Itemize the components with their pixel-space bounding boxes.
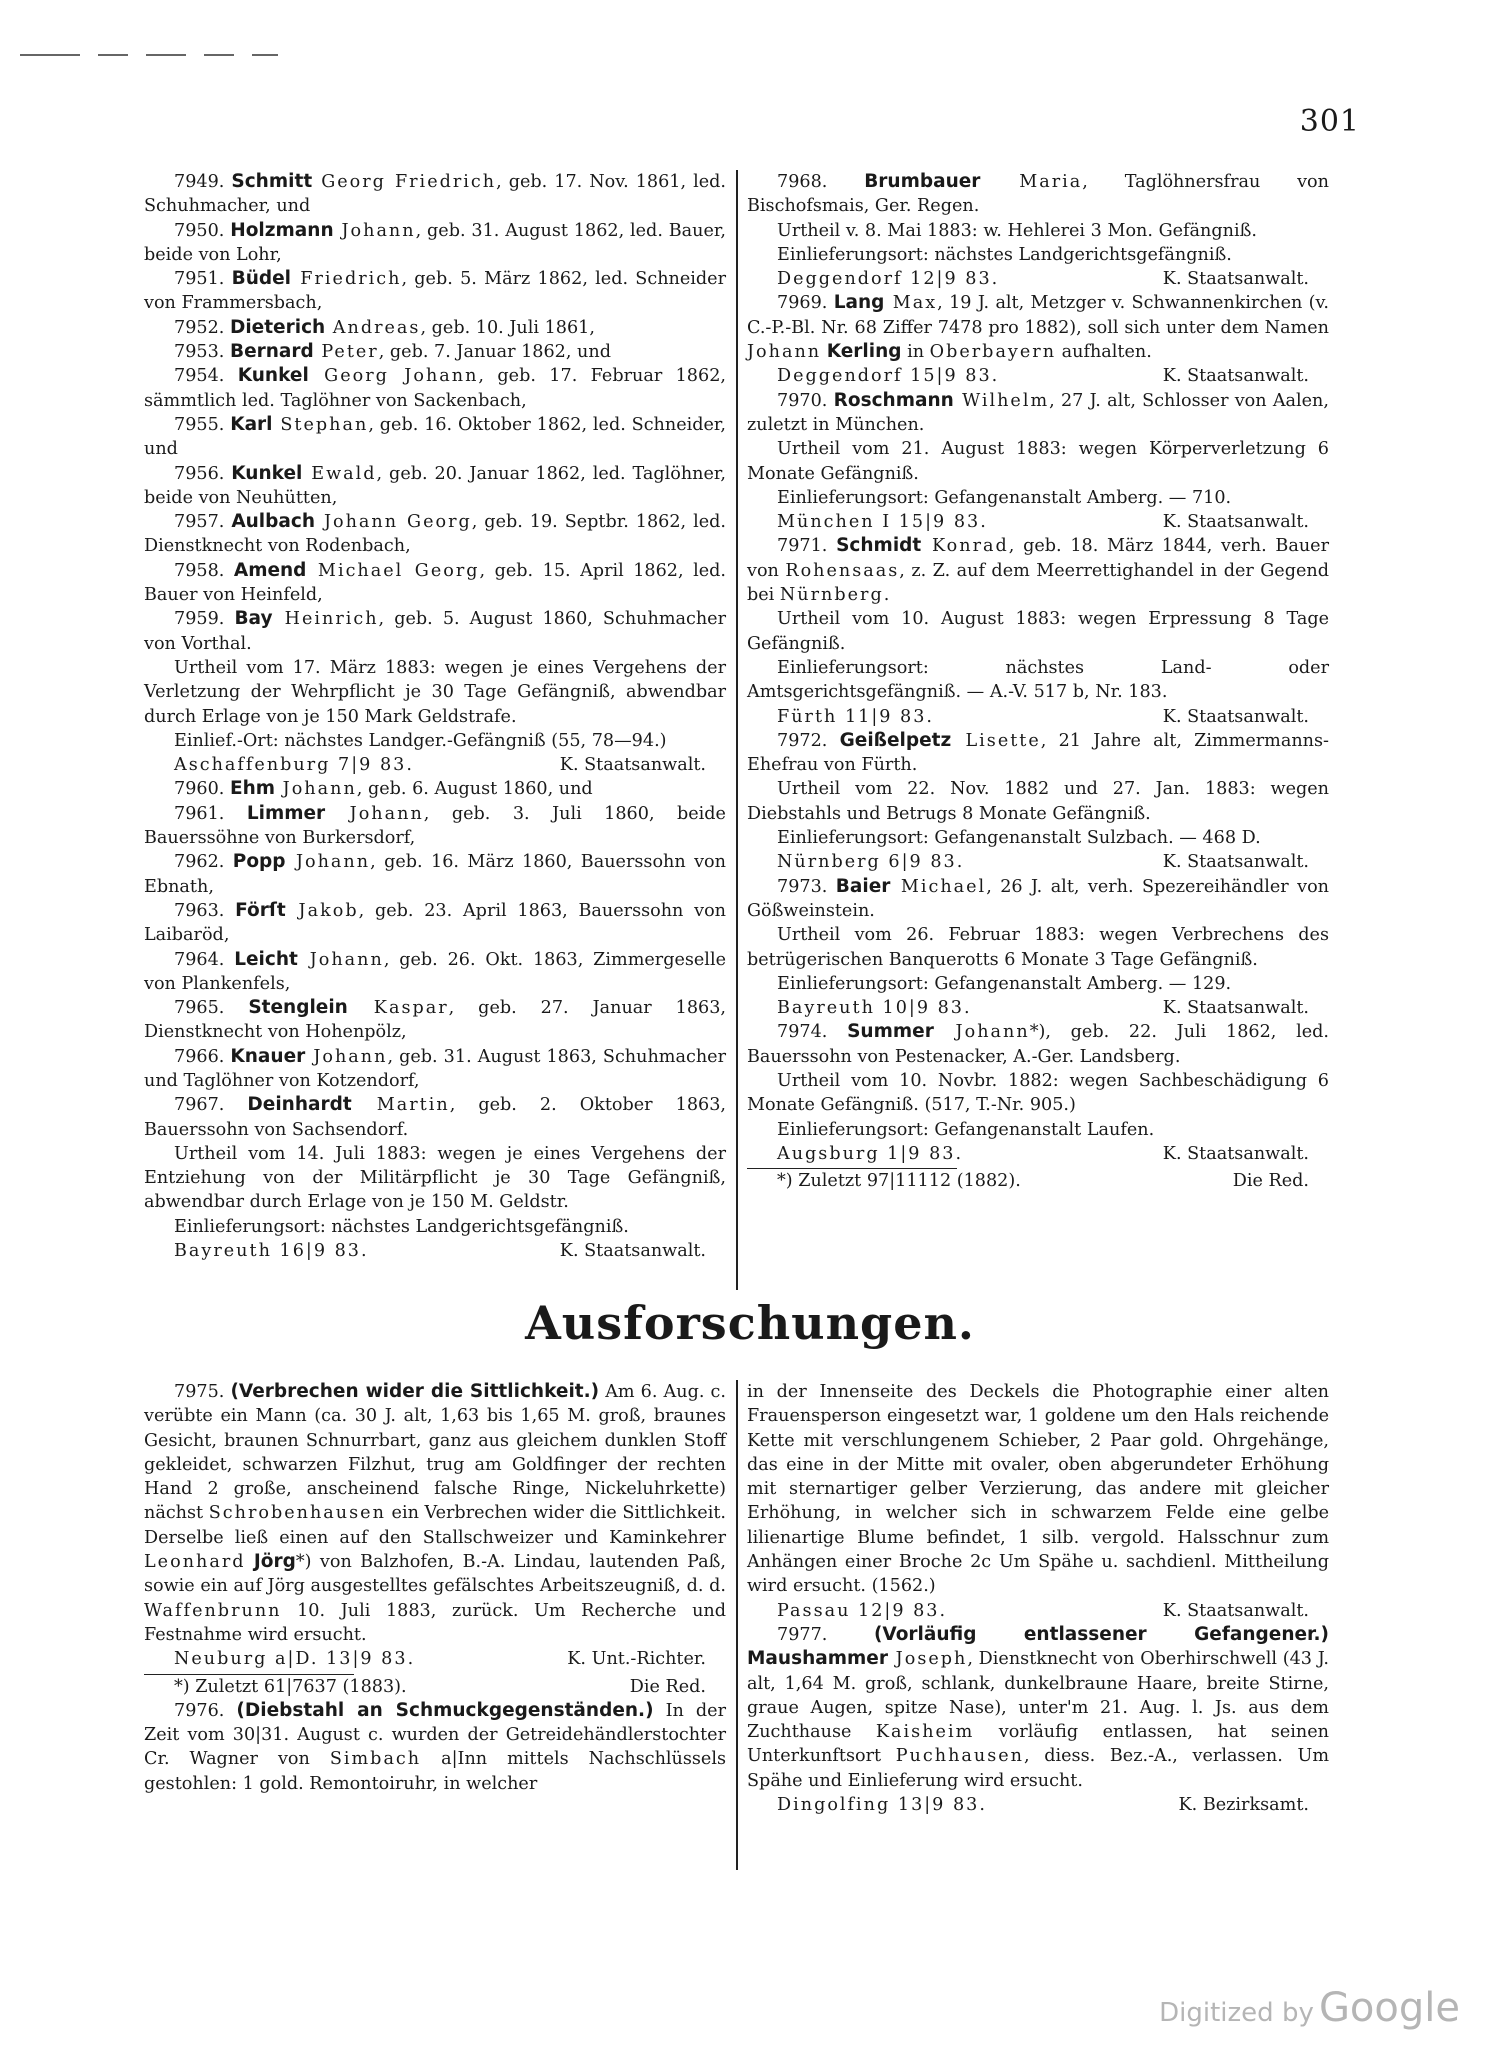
entry-name: Stenglein: [248, 997, 348, 1019]
place-date: Bayreuth 16|9 83.: [174, 1241, 369, 1262]
place-date: Augsburg 1|9 83.: [777, 1143, 964, 1164]
spaced-text: Heinrich: [272, 609, 379, 630]
entry-text: , geb. 10. Juli 1861,: [420, 317, 595, 338]
entry-text: , geb. 5. August 1860, Schuhmacher von Vorthal.: [144, 609, 727, 654]
entry-paragraph: [747, 1118, 1329, 1142]
signature-line: [747, 850, 1329, 874]
entry-text: 7957.: [174, 512, 232, 533]
entry-name: Karl: [230, 413, 273, 435]
entry-name: Geißelpetz: [839, 729, 952, 751]
entry-paragraph: [144, 316, 726, 340]
entry-text: , geb. 17. Nov. 1861, led. Schuhmacher, und: [144, 172, 726, 217]
digitized-watermark: [1159, 1985, 1460, 2031]
entry-name: Schmitt: [231, 171, 313, 192]
entry-text: , geb. 6. August 1860, und: [356, 779, 593, 800]
place-date: Nürnberg 6|9 83.: [777, 852, 965, 873]
entry-text: Einlieferungsort: Gefangenanstalt Amberg. — 129.: [777, 973, 1232, 994]
entry-name: Bay: [234, 608, 273, 630]
entry-text: Einlieferungsort: Gefangenanstalt Sulzbach. — 468 D.: [777, 828, 1261, 849]
entry-text: 7972.: [777, 730, 840, 751]
entry-text: 7965.: [174, 998, 249, 1019]
scan-smudge: [20, 44, 380, 48]
spaced-text: Nürnberg: [779, 585, 884, 606]
signature-line: [747, 996, 1329, 1020]
entry-text: 7950.: [174, 220, 231, 241]
footnote-text: *) Zuletzt 61|7637 (1883).: [174, 1676, 407, 1697]
entry-name: Kunkel: [231, 462, 303, 484]
entry-text: a|Inn mittels Nachschlüssels gestohlen: 1 gold. Remontoiruhr, in welcher: [144, 1749, 726, 1794]
entry-paragraph: [144, 607, 726, 656]
entry-paragraph: [144, 729, 726, 753]
entry-name: Dieterich: [229, 316, 326, 338]
entry-text: , geb. 31. August 1863, Schuhmacher und Taglöhner von Kotzendorf,: [144, 1046, 726, 1091]
spaced-text: Leonhard: [144, 1552, 246, 1573]
entry-text: , geb. 31. August 1862, led. Bauer, beide von Lohr,: [144, 220, 726, 265]
entry-name: Kunkel: [237, 365, 309, 387]
entry-name: (Vorläufig entlassener Gefangener.): [873, 1623, 1329, 1645]
entry-text: 7962.: [174, 852, 233, 873]
signing-authority: K. Staatsanwalt.: [559, 1241, 706, 1262]
signature-line: [144, 1647, 726, 1671]
spaced-text: Johann Georg: [315, 512, 472, 533]
footnote-text: *) Zuletzt 97|11112 (1882).: [777, 1171, 1021, 1192]
place-date: Deggendorf 12|9 83.: [777, 269, 1000, 290]
entry-paragraph: [144, 1045, 726, 1094]
entry-paragraph: [144, 996, 726, 1045]
entry-text: , geb. 15. April 1862, led. Bauer von Heinfeld,: [144, 560, 726, 606]
column-divider-bottom: [736, 1380, 738, 1870]
entry-paragraph: [144, 462, 726, 511]
entry-text: , geb. 17. Februar 1862, sämmtlich led. Taglöhner von Sackenbach,: [144, 366, 726, 411]
place-date: Dingolfing 13|9 83.: [777, 1795, 987, 1816]
entry-paragraph: [747, 656, 1329, 705]
signing-authority: K. Staatsanwalt.: [1162, 269, 1309, 290]
entry-text: Urtheil vom 17. März 1883: wegen je eines Vergehens der Verletzung der Wehrpflicht je 30 Tage Gefängniß, abwendbar durch Erlage von je 150 Mark Geldstrafe.: [144, 657, 726, 727]
entry-paragraph: [144, 413, 726, 462]
entry-text: 7975.: [174, 1382, 231, 1402]
entry-text: 7969.: [777, 293, 834, 314]
place-date: Neuburg a|D. 13|9 83.: [174, 1649, 416, 1670]
entry-name: Maushammer: [747, 1648, 888, 1670]
entry-paragraph: [747, 972, 1329, 996]
signing-authority: K. Staatsanwalt.: [1162, 1143, 1309, 1164]
entry-text: Urtheil v. 8. Mai 1883: w. Hehlerei 3 Mon. Gefängniß.: [777, 220, 1257, 241]
entry-text: 7956.: [174, 463, 232, 484]
entry-text: 7963.: [174, 900, 236, 921]
left-column: [144, 170, 726, 1263]
entry-text: 7959.: [174, 609, 235, 630]
entry-name: (Diebstahl an Schmuckgegenständen.): [236, 1699, 654, 1721]
spaced-text: Johann: [325, 803, 424, 824]
entry-text: Einlieferungsort: nächstes Landgerichtsgefängniß.: [777, 244, 1232, 265]
entry-text: , diess. Bez.-A., verlassen. Um Spähe und Einlieferung wird ersucht.: [747, 1746, 1329, 1791]
entry-paragraph: [144, 219, 726, 268]
entry-paragraph: [144, 170, 726, 219]
entry-text: , geb. 5. März 1862, led. Schneider von Frammersbach,: [144, 269, 726, 314]
entry-text: Einlief.-Ort: nächstes Landger.-Gefängniß (55, 78—94.): [174, 730, 667, 751]
entry-name: Deinhardt: [247, 1094, 352, 1116]
entry-name: Lang: [833, 292, 885, 314]
entry-name: Brumbauer: [864, 171, 981, 192]
entry-name: Baier: [835, 875, 891, 897]
entry-text: , geb. 2. Oktober 1863, Bauerssohn von Sachsendorf.: [144, 1095, 726, 1140]
entry-text: 7964.: [174, 949, 235, 970]
entry-text: Einlieferungsort: Gefangenanstalt Amberg. — 710.: [777, 487, 1232, 508]
entry-text: , geb. 16. Oktober 1862, led. Schneider, und: [144, 414, 727, 460]
signing-authority: K. Bezirksamt.: [1178, 1795, 1309, 1816]
spaced-text: Max: [884, 293, 938, 314]
entry-text: Urtheil vom 10. Novbr. 1882: wegen Sachbeschädigung 6 Monate Gefängniß. (517, T.-Nr. 905.): [747, 1070, 1329, 1116]
spaced-text: Johann: [333, 220, 416, 241]
spaced-text: Martin: [351, 1095, 450, 1116]
entry-text: *) von Balzhofen, B.-A. Lindau, lautenden Paß, sowie ein auf Jörg ausgestelltes gefälschtes Arbeitszeugniß, d. d.: [144, 1552, 726, 1597]
entry-name: Jörg: [253, 1551, 296, 1573]
entry-paragraph: [144, 267, 726, 316]
entry-name: Holzmann: [230, 219, 334, 241]
entry-paragraph: [747, 486, 1329, 510]
spaced-text: Friedrich: [291, 269, 402, 290]
entry-text: Am 6. Aug. c. verübte ein Mann (ca. 30 J. alt, 1,63 bis 1,65 M. groß, braunes Gesicht, braunen Schnurrbart, ganz aus gleichem dunklen Stoff gekleidet, schwarzen Filzhut, trug am Goldfinger der rechten Hand 2 große, anscheinend falsche Ringe, Nickeluhrkette) nächst: [144, 1382, 726, 1524]
entry-text: 7960.: [174, 779, 230, 800]
entry-text: .: [883, 585, 890, 606]
entry-text: in: [901, 342, 930, 363]
spaced-text: Johann: [275, 779, 357, 800]
entry-paragraph: [144, 1699, 726, 1796]
entry-name: Büdel: [231, 268, 292, 290]
entry-name: Förſt: [235, 899, 286, 921]
spaced-text: Ewald: [302, 463, 377, 484]
entry-text: 7949.: [174, 172, 232, 192]
footnote: [144, 1675, 726, 1699]
entry-name: Kerling: [826, 341, 902, 363]
entry-text: 7973.: [777, 876, 836, 897]
spaced-text: Joseph: [887, 1649, 968, 1670]
entry-text: 7977.: [777, 1624, 874, 1645]
entry-paragraph: [144, 656, 726, 729]
section-heading: Ausforschungen.: [525, 1296, 975, 1350]
entry-text: , geb. 18. März 1844, verh. Bauer von: [747, 536, 1329, 581]
entry-text: Urtheil vom 10. August 1883: wegen Erpressung 8 Tage Gefängniß.: [747, 609, 1329, 654]
entry-name: Summer: [847, 1021, 934, 1043]
entry-text: vorläufig entlassen, hat seinen Unterkunftsort: [747, 1722, 1329, 1767]
signing-authority: K. Staatsanwalt.: [559, 755, 706, 776]
footnote-editor: Die Red.: [1232, 1171, 1309, 1192]
spaced-text: Kaspar: [347, 998, 449, 1019]
entry-paragraph: [144, 559, 726, 608]
entry-text: , geb. 16. März 1860, Bauerssohn von Ebnath,: [144, 852, 726, 897]
entry-paragraph: [747, 729, 1329, 778]
entry-name: Limmer: [246, 802, 326, 824]
spaced-text: Georg Johann: [308, 366, 479, 387]
entry-paragraph: [144, 899, 726, 948]
entry-paragraph: [144, 510, 726, 559]
entry-paragraph: [747, 243, 1329, 267]
entry-name: Knauer: [230, 1045, 306, 1067]
entry-text: 7967.: [174, 1095, 248, 1116]
entry-text: 7961.: [174, 803, 247, 824]
entry-text: , geb. 27. Januar 1863, Dienstknecht von Hohenpölz,: [144, 998, 727, 1043]
spaced-text: Michael: [890, 876, 987, 897]
spaced-text: Michael Georg: [306, 560, 480, 581]
entry-name: Bernard: [229, 341, 314, 363]
entry-text: , Dienstknecht von Oberhirschwell (43 J. alt, 1,64 M. groß, schlank, dunkelbraune Haare, breite Stirne, graue Augen, spitze Nase), unter'm 21. Aug. l. Js. aus dem Zuchthause: [747, 1649, 1329, 1743]
entry-text: Urtheil vom 22. Nov. 1882 und 27. Jan. 1883: wegen Diebstahls und Betrugs 8 Monate Gefängniß.: [747, 779, 1329, 824]
footnote-editor: Die Red.: [629, 1676, 706, 1697]
entry-text: , 21 Jahre alt, Zimmermanns-Ehefrau von Fürth.: [747, 730, 1329, 776]
signature-line: [144, 753, 726, 777]
entry-text: Urtheil vom 21. August 1883: wegen Körperverletzung 6 Monate Gefängniß.: [747, 439, 1329, 484]
entry-text: 7970.: [777, 390, 834, 411]
entry-paragraph: [747, 1623, 1329, 1793]
entry-text: Einlieferungsort: nächstes Landgerichtsgefängniß.: [174, 1216, 629, 1237]
entry-text: Einlieferungsort: nächstes Land- oder Amtsgerichtsgefängniß. — A.-V. 517 b, Nr. 183.: [747, 657, 1329, 703]
signing-authority: K. Staatsanwalt.: [1162, 1600, 1309, 1621]
entry-text: 7976.: [174, 1700, 237, 1721]
entry-text: 7966.: [174, 1046, 231, 1067]
entry-paragraph: [747, 1020, 1329, 1069]
entry-text: , 19 J. alt, Metzger v. Schwannenkirchen (v. C.-P.-Bl. Nr. 68 Ziffer 7478 pro 1882), soll sich unter dem Namen: [747, 293, 1329, 338]
entry-text: 7955.: [174, 414, 231, 435]
entry-paragraph: [747, 291, 1329, 364]
spaced-text: Johann: [285, 852, 371, 873]
entry-text: , geb. 3. Juli 1860, beide Bauerssöhne von Burkersdorf,: [144, 803, 726, 849]
signing-authority: K. Staatsanwalt.: [1162, 998, 1309, 1019]
entry-text: 7958.: [174, 560, 234, 581]
entry-name: Roschmann: [833, 389, 954, 411]
entry-paragraph: [747, 1380, 1329, 1599]
entry-paragraph: [747, 437, 1329, 486]
entry-paragraph: [144, 1093, 726, 1142]
spaced-text: Georg Friedrich: [312, 172, 497, 192]
place-date: Bayreuth 10|9 83.: [777, 998, 972, 1019]
spaced-text: Waffenbrunn: [144, 1600, 282, 1621]
spaced-text: Johann: [933, 1022, 1030, 1043]
spaced-text: Andreas: [325, 317, 421, 338]
place-date: Deggendorf 15|9 83.: [777, 366, 1000, 387]
spaced-text: Schrobenhausen: [208, 1503, 386, 1524]
signature-line: [747, 364, 1329, 388]
entry-paragraph: [144, 340, 726, 364]
bottom-right-column: [747, 1380, 1329, 1817]
entry-name: Leicht: [234, 948, 298, 970]
entry-text: [246, 1552, 254, 1572]
spaced-text: Peter: [313, 342, 379, 363]
signature-line: [747, 267, 1329, 291]
entry-text: *), geb. 22. Juli 1862, led. Bauerssohn von Pestenacker, A.-Ger. Landsberg.: [747, 1022, 1329, 1067]
footnote: [747, 1169, 1329, 1193]
place-date: Passau 12|9 83.: [777, 1600, 948, 1621]
entry-name: Popp: [232, 851, 286, 873]
spaced-text: Konrad: [921, 536, 1009, 557]
page-number: 301: [1299, 104, 1360, 139]
entry-text: 7971.: [777, 536, 837, 557]
place-date: Fürth 11|9 83.: [777, 706, 935, 727]
signing-authority: K. Unt.-Richter.: [567, 1649, 706, 1670]
entry-text: 7953.: [174, 342, 230, 363]
entry-text: , geb. 23. April 1863, Bauerssohn von Laibaröd,: [144, 900, 727, 946]
entry-text: , geb. 20. Januar 1862, led. Taglöhner, beide von Neuhütten,: [144, 463, 726, 508]
entry-paragraph: [747, 170, 1329, 219]
entry-text: 10. Juli 1883, zurück. Um Recherche und Festnahme wird ersucht.: [144, 1600, 726, 1645]
entry-text: 7951.: [174, 269, 232, 290]
spaced-text: Johann: [747, 342, 822, 363]
entry-paragraph: [747, 1069, 1329, 1118]
signing-authority: K. Staatsanwalt.: [1162, 852, 1309, 873]
spaced-text: Lisette: [951, 730, 1041, 751]
signing-authority: K. Staatsanwalt.: [1162, 512, 1309, 533]
entry-text: aufhalten.: [1056, 342, 1152, 363]
entry-paragraph: [747, 826, 1329, 850]
signing-authority: K. Staatsanwalt.: [1162, 366, 1309, 387]
entry-text: , z. Z. auf dem Meerrettighandel in der Gegend bei: [747, 560, 1329, 606]
bottom-left-column: [144, 1380, 726, 1796]
entry-text: , 27 J. alt, Schlosser von Aalen, zuletzt in München.: [747, 390, 1329, 435]
entry-paragraph: [747, 219, 1329, 243]
entry-text: 7968.: [777, 172, 865, 192]
entry-paragraph: [144, 1142, 726, 1215]
entry-text: , Taglöhnersfrau von Bischofsmais, Ger. Regen.: [747, 172, 1329, 217]
spaced-text: Oberbayern: [929, 342, 1057, 363]
spaced-text: Wilhelm: [953, 390, 1050, 411]
entry-paragraph: [144, 777, 726, 801]
spaced-text: Jakob: [285, 900, 359, 921]
entry-text: Urtheil vom 14. Juli 1883: wegen je eines Vergehens der Entziehung von der Militärpflicht je 30 Tage Gefängniß, abwendbar durch Erlage von je 150 M. Geldstr.: [144, 1143, 726, 1213]
entry-name: (Verbrechen wider die Sittlichkeit.): [230, 1381, 600, 1402]
signature-line: [144, 1239, 726, 1263]
entry-name: Aulbach: [231, 511, 316, 533]
entry-paragraph: [747, 389, 1329, 438]
entry-name: Schmidt: [836, 535, 922, 557]
entry-paragraph: [144, 1215, 726, 1239]
entry-paragraph: [144, 364, 726, 413]
entry-paragraph: [747, 607, 1329, 656]
entry-text: Einlieferungsort: Gefangenanstalt Laufen.: [777, 1119, 1155, 1140]
spaced-text: Kaisheim: [875, 1722, 975, 1743]
entry-paragraph: [747, 777, 1329, 826]
signature-line: [747, 510, 1329, 534]
spaced-text: Puchhausen: [895, 1746, 1024, 1767]
entry-text: in der Innenseite des Deckels die Photographie einer alten Frauensperson eingesetzt war, 1 goldene um den Hals reichende Kette mit verschlungenem Schieber, 2 Paar gold. Ohrgehänge, das eine in der Mitte mit ovaler, oben abgerundeter Erhöhung mit sternartiger gelber Verzierung, das andere mit gleicher Erhöhung, in welcher sich in schwarzem Felde eine gelbe lilienartige Blume befindet, 1 silb. vergold. Halsschnur zum Anhängen einer Broche 2c Um Spähe u. sachdienl. Mittheilung wird ersucht. (1562.): [747, 1382, 1329, 1597]
spaced-text: Maria: [980, 172, 1083, 192]
entry-name: Ehm: [229, 778, 276, 800]
entry-paragraph: [747, 534, 1329, 607]
entry-text: 7974.: [777, 1022, 848, 1043]
spaced-text: Johann: [305, 1046, 388, 1067]
entry-text: , geb. 7. Januar 1862, und: [378, 342, 611, 363]
signature-line: [747, 705, 1329, 729]
entry-text: ein Verbrechen wider die Sittlichkeit. Derselbe ließ einen auf den Stallschweizer und Kaminkehrer: [144, 1503, 726, 1548]
google-logo: Google: [1318, 1985, 1460, 2031]
entry-text: , geb. 26. Okt. 1863, Zimmergeselle von Plankenfels,: [144, 949, 726, 994]
column-divider: [736, 170, 738, 1290]
entry-paragraph: [747, 923, 1329, 972]
entry-text: Urtheil vom 26. Februar 1883: wegen Verbrechens des betrügerischen Banquerotts 6 Monate 3 Tage Gefängniß.: [747, 925, 1329, 970]
spaced-text: Stephan: [272, 414, 369, 435]
entry-text: , 26 J. alt, verh. Spezereihändler von Gößweinstein.: [747, 876, 1329, 921]
entry-paragraph: [144, 1380, 726, 1647]
entry-text: In der Zeit vom 30|31. August c. wurden der Getreidehändlerstochter Cr. Wagner von: [144, 1700, 726, 1770]
signature-line: [747, 1142, 1329, 1166]
watermark-prefix: Digitized by: [1159, 1998, 1314, 2028]
entry-name: Amend: [233, 559, 307, 581]
place-date: München I 15|9 83.: [777, 512, 988, 533]
spaced-text: Rohensaas: [785, 560, 900, 581]
entry-paragraph: [144, 802, 726, 851]
entry-text: 7952.: [174, 317, 230, 338]
spaced-text: Simbach: [329, 1749, 422, 1770]
signature-line: [747, 1599, 1329, 1623]
place-date: Aschaffenburg 7|9 83.: [174, 755, 414, 776]
entry-paragraph: [144, 850, 726, 899]
entry-text: , geb. 19. Septbr. 1862, led. Dienstknecht von Rodenbach,: [144, 512, 726, 557]
right-column: [747, 170, 1329, 1193]
entry-paragraph: [144, 948, 726, 997]
entry-text: 7954.: [174, 366, 238, 387]
signing-authority: K. Staatsanwalt.: [1162, 706, 1309, 727]
entry-paragraph: [747, 875, 1329, 924]
spaced-text: Johann: [297, 949, 384, 970]
signature-line: [747, 1793, 1329, 1817]
